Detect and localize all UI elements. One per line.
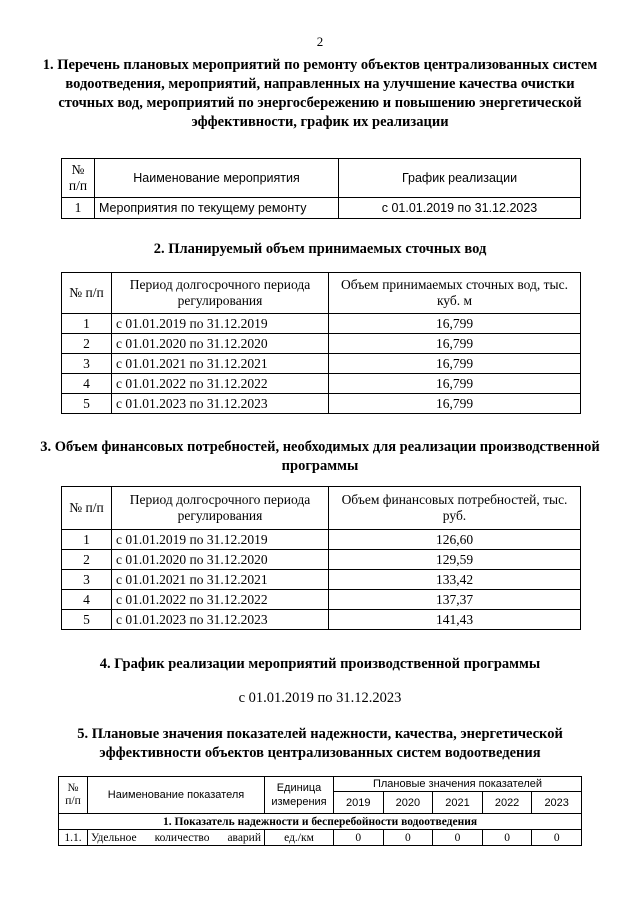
row-num: 5 [62, 394, 112, 414]
section2-title: 2. Планируемый объем принимаемых сточных вод [153, 241, 487, 257]
row-value: 126,60 [329, 530, 581, 550]
row-num: 2 [62, 550, 112, 570]
header-num: № п/п [59, 777, 88, 814]
row-value: 133,42 [329, 570, 581, 590]
row-num: 1.1. [59, 830, 88, 846]
header-volume: Объем принимаемых сточных вод, тыс. куб. м [329, 273, 581, 314]
row-period: с 01.01.2020 по 31.12.2020 [112, 334, 329, 354]
section3-title: 3. Объем финансовых потребностей, необходимых для реализации производственной программы [40, 439, 600, 474]
row-value: 0 [482, 830, 532, 846]
header-num: № п/п [62, 273, 112, 314]
section4-period: с 01.01.2019 по 31.12.2023 [238, 690, 402, 706]
row-period: с 01.01.2023 по 31.12.2023 [112, 610, 329, 630]
table-row [62, 570, 581, 590]
row-num: 3 [62, 570, 112, 590]
table-row [62, 374, 581, 394]
section1-table [61, 158, 581, 219]
row-period: с 01.01.2022 по 31.12.2022 [112, 590, 329, 610]
row-schedule: с 01.01.2019 по 31.12.2023 [339, 198, 581, 219]
row-value: 0 [383, 830, 433, 846]
header-name: Наименование мероприятия [95, 159, 339, 198]
year-cell: 2023 [532, 792, 582, 814]
header-name: Наименование показателя [88, 777, 265, 814]
row-name: Мероприятия по текущему ремонту [95, 198, 339, 219]
row-value: 16,799 [329, 354, 581, 374]
section2-table [61, 272, 581, 414]
year-cell: 2019 [334, 792, 384, 814]
table-row [62, 530, 581, 550]
section5-title: 5. Плановые значения показателей надежности, качества, энергетической эффективности объектов централизованных систем водоотведения [77, 726, 563, 761]
row-value: 16,799 [329, 394, 581, 414]
section4-title: 4. График реализации мероприятий производственной программы [99, 656, 541, 672]
table-row [62, 354, 581, 374]
row-period: с 01.01.2019 по 31.12.2019 [112, 314, 329, 334]
row-period: с 01.01.2021 по 31.12.2021 [112, 354, 329, 374]
header-schedule: График реализации [339, 159, 581, 198]
row-period: с 01.01.2020 по 31.12.2020 [112, 550, 329, 570]
header-num: № п/п [62, 487, 112, 530]
table-group-row [59, 814, 582, 830]
header-unit: Единица измерения [265, 777, 334, 814]
header-num: № п/п [62, 159, 95, 198]
header-period: Период долгосрочного периода регулирования [112, 487, 329, 530]
row-value: 0 [532, 830, 582, 846]
row-value: 16,799 [329, 314, 581, 334]
row-value: 16,799 [329, 374, 581, 394]
row-value: 16,799 [329, 334, 581, 354]
table-row [62, 550, 581, 570]
row-num: 5 [62, 610, 112, 630]
group-title: 1. Показатель надежности и бесперебойности водоотведения [59, 814, 582, 830]
row-num: 4 [62, 374, 112, 394]
year-cell: 2022 [482, 792, 532, 814]
row-period: с 01.01.2023 по 31.12.2023 [112, 394, 329, 414]
section5-table [58, 776, 582, 846]
row-period: с 01.01.2021 по 31.12.2021 [112, 570, 329, 590]
row-num: 1 [62, 530, 112, 550]
header-period: Период долгосрочного периода регулирования [112, 273, 329, 314]
row-value: 129,59 [329, 550, 581, 570]
table-header-row [62, 159, 581, 198]
table-row [59, 830, 582, 846]
table-header-row [62, 487, 581, 530]
row-value: 0 [433, 830, 483, 846]
table-row [62, 610, 581, 630]
table-header-row [59, 777, 582, 792]
year-cell: 2021 [433, 792, 483, 814]
row-unit: ед./км [265, 830, 334, 846]
row-value: 141,43 [329, 610, 581, 630]
row-period: с 01.01.2019 по 31.12.2019 [112, 530, 329, 550]
row-num: 2 [62, 334, 112, 354]
table-row [62, 394, 581, 414]
table-row [62, 334, 581, 354]
page-number: 2 [316, 34, 324, 49]
header-planned: Плановые значения показателей [334, 777, 582, 792]
row-name: Удельное количество аварий [88, 830, 265, 846]
row-value: 137,37 [329, 590, 581, 610]
row-num: 1 [62, 198, 95, 219]
row-num: 3 [62, 354, 112, 374]
row-value: 0 [334, 830, 384, 846]
year-cell: 2020 [383, 792, 433, 814]
section1-title: 1. Перечень плановых мероприятий по ремонту объектов централизованных систем водоотведения, мероприятий, направленных на улучшение качества очистки сточных вод, мероприятий по энергосбережению и повышению энергетической эффективности, график их реализации [42, 57, 598, 130]
section3-table [61, 486, 581, 630]
header-finance: Объем финансовых потребностей, тыс. руб. [329, 487, 581, 530]
row-num: 4 [62, 590, 112, 610]
table-row [62, 590, 581, 610]
row-period: с 01.01.2022 по 31.12.2022 [112, 374, 329, 394]
table-header-row [62, 273, 581, 314]
table-row [62, 198, 581, 219]
row-num: 1 [62, 314, 112, 334]
table-row [62, 314, 581, 334]
